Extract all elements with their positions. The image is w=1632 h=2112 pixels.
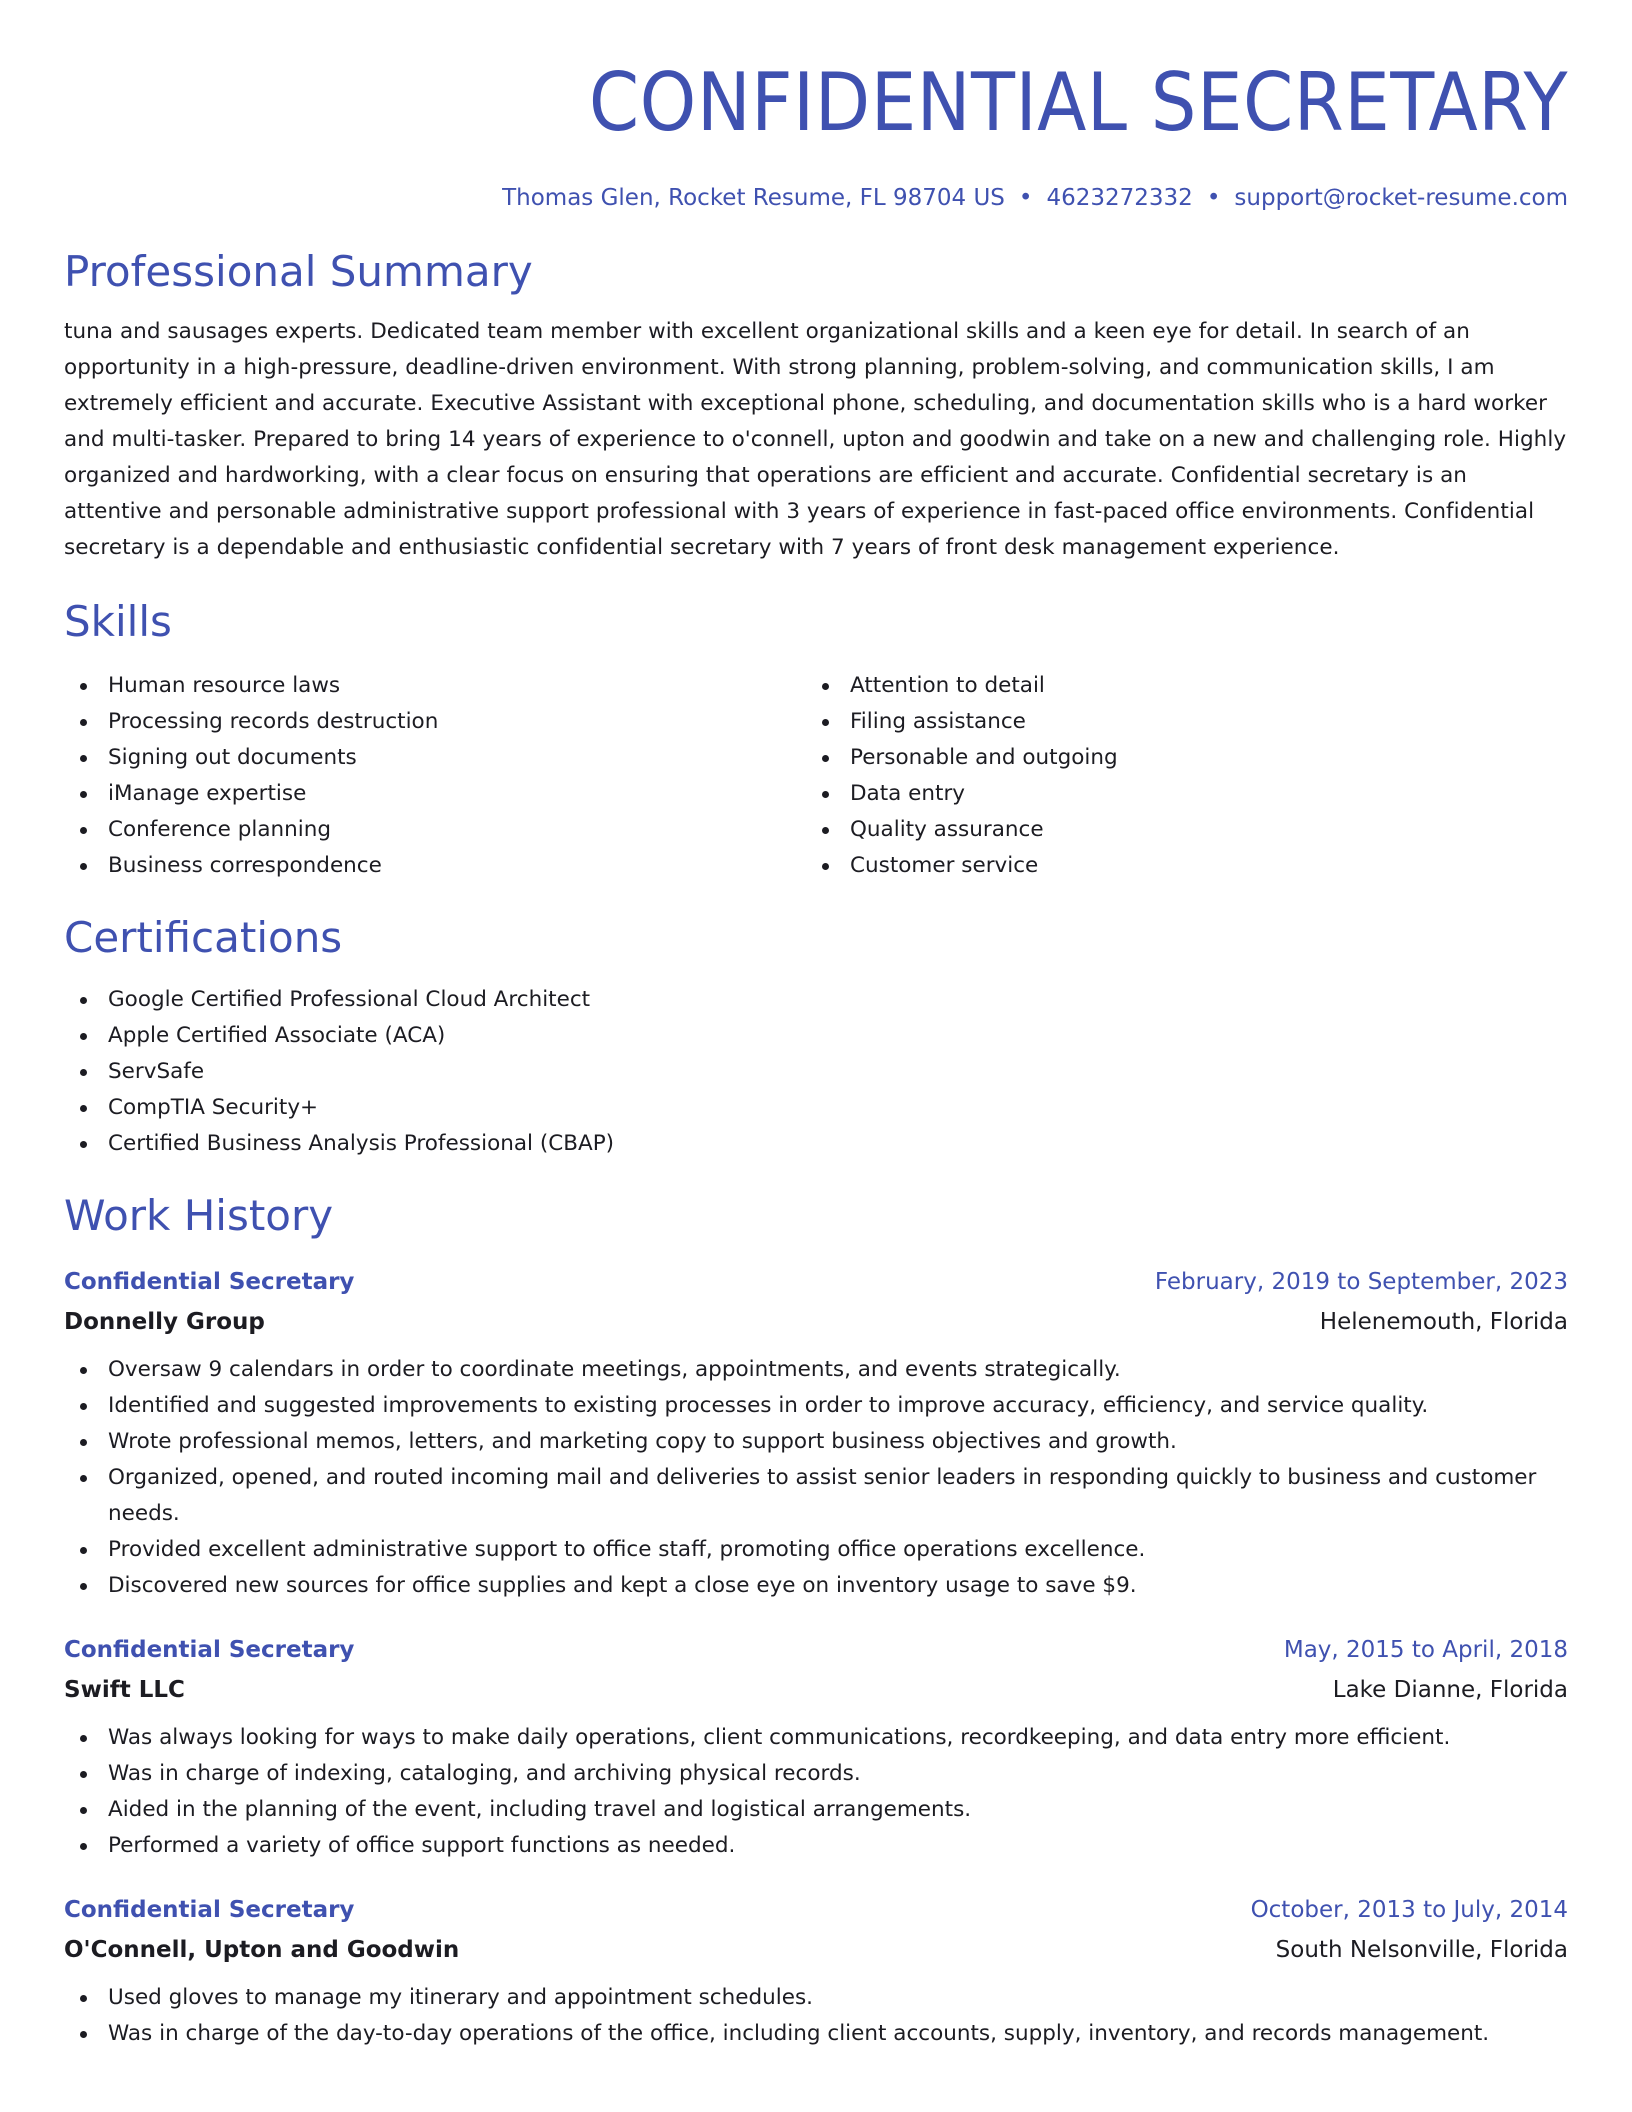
contact-email[interactable]: support@rocket-resume.com <box>1234 185 1568 211</box>
skills-left-list <box>64 668 806 884</box>
job-entry <box>64 1890 1568 2052</box>
job-dates: February, 2019 to September, 2023 <box>1154 1269 1568 1295</box>
work-history-heading: Work History <box>64 1191 334 1240</box>
certifications-list <box>64 982 1568 1162</box>
skill-item: Data entry <box>806 776 1548 812</box>
job-company-row <box>64 1930 1568 1970</box>
job-company: Swift LLC <box>64 1677 185 1703</box>
job-dates: May, 2015 to April, 2018 <box>1283 1637 1568 1663</box>
job-bullet: Oversaw 9 calendars in order to coordinate meetings, appointments, and events strategically. <box>64 1352 1568 1388</box>
job-bullet: Was in charge of the day-to-day operations of the office, including client accounts, supply, inventory, and records management. <box>64 2016 1568 2052</box>
job-company-row <box>64 1302 1568 1342</box>
job-company: Donnelly Group <box>64 1309 265 1335</box>
job-bullets <box>64 1980 1568 2052</box>
certifications-heading: Certifications <box>64 913 343 962</box>
skills-heading: Skills <box>64 597 172 646</box>
certification-item: Google Certified Professional Cloud Architect <box>64 982 1568 1018</box>
job-location: Lake Dianne, Florida <box>1332 1677 1568 1703</box>
skills-right-list <box>806 668 1548 884</box>
contact-phone: 4623272332 <box>1046 185 1193 211</box>
job-entry <box>64 1262 1568 1604</box>
job-entry <box>64 1630 1568 1864</box>
certification-item: Certified Business Analysis Professional (CBAP) <box>64 1126 1568 1162</box>
contact-separator: • <box>1018 185 1033 211</box>
job-bullet: Was in charge of indexing, cataloging, and archiving physical records. <box>64 1756 1568 1792</box>
skill-item: Customer service <box>806 848 1548 884</box>
job-title: Confidential Secretary <box>64 1269 355 1295</box>
job-header-row <box>64 1630 1568 1670</box>
skill-item: Human resource laws <box>64 668 806 704</box>
certification-item: ServSafe <box>64 1054 1568 1090</box>
skill-item: iManage expertise <box>64 776 806 812</box>
summary-text: tuna and sausages experts. Dedicated team member with excellent organizational skills and a keen eye for detail. In search of an opportunity in a high-pressure, deadline-driven environment. With strong planning, problem-solving, and communication skills, I am extremely efficient and accurate. Executive Assistant with exceptional phone, scheduling, and documentation skills who is a hard worker and multi-tasker. Prepared to bring 14 years of experience to o'connell, upton and goodwin and take on a new and challenging role. Highly organized and hardworking, with a clear focus on ensuring that operations are efficient and accurate. Confidential secretary is an attentive and personable administrative support professional with 3 years of experience in fast-paced office environments. Confidential secretary is a dependable and enthusiastic confidential secretary with 7 years of front desk management experience. <box>64 319 1567 560</box>
job-bullet: Used gloves to manage my itinerary and appointment schedules. <box>64 1980 1568 2016</box>
job-bullet: Was always looking for ways to make daily operations, client communications, recordkeeping, and data entry more efficient. <box>64 1720 1568 1756</box>
certification-item: CompTIA Security+ <box>64 1090 1568 1126</box>
job-company-row <box>64 1670 1568 1710</box>
summary-heading: Professional Summary <box>64 247 533 296</box>
job-location: Helenemouth, Florida <box>1319 1309 1568 1335</box>
job-header-row <box>64 1890 1568 1930</box>
resume-title: CONFIDENTIAL SECRETARY <box>588 56 1568 149</box>
skills-grid <box>64 668 1568 884</box>
job-bullets <box>64 1720 1568 1864</box>
job-bullets <box>64 1352 1568 1604</box>
skill-item: Attention to detail <box>806 668 1548 704</box>
job-bullet: Aided in the planning of the event, including travel and logistical arrangements. <box>64 1792 1568 1828</box>
job-location: South Nelsonville, Florida <box>1275 1937 1568 1963</box>
job-bullet: Organized, opened, and routed incoming mail and deliveries to assist senior leaders in responding quickly to business and customer needs. <box>64 1460 1568 1532</box>
job-bullet: Wrote professional memos, letters, and marketing copy to support business objectives and growth. <box>64 1424 1568 1460</box>
certification-item: Apple Certified Associate (ACA) <box>64 1018 1568 1054</box>
skill-item: Quality assurance <box>806 812 1548 848</box>
contact-separator: • <box>1206 185 1221 211</box>
contact-address: Thomas Glen, Rocket Resume, FL 98704 US <box>502 185 1005 211</box>
job-title: Confidential Secretary <box>64 1637 355 1663</box>
skill-item: Personable and outgoing <box>806 740 1548 776</box>
job-header-row <box>64 1262 1568 1302</box>
skill-item: Conference planning <box>64 812 806 848</box>
skill-item: Filing assistance <box>806 704 1548 740</box>
job-company: O'Connell, Upton and Goodwin <box>64 1937 460 1963</box>
job-dates: October, 2013 to July, 2014 <box>1250 1897 1568 1923</box>
job-bullet: Identified and suggested improvements to existing processes in order to improve accuracy, efficiency, and service quality. <box>64 1388 1568 1424</box>
skill-item: Business correspondence <box>64 848 806 884</box>
job-bullet: Performed a variety of office support functions as needed. <box>64 1828 1568 1864</box>
job-bullet: Discovered new sources for office supplies and kept a close eye on inventory usage to save $9. <box>64 1568 1568 1604</box>
job-title: Confidential Secretary <box>64 1897 355 1923</box>
contact-line <box>64 182 1568 214</box>
work-history-list <box>64 1262 1568 2052</box>
skill-item: Signing out documents <box>64 740 806 776</box>
skill-item: Processing records destruction <box>64 704 806 740</box>
job-bullet: Provided excellent administrative support to office staff, promoting office operations excellence. <box>64 1532 1568 1568</box>
